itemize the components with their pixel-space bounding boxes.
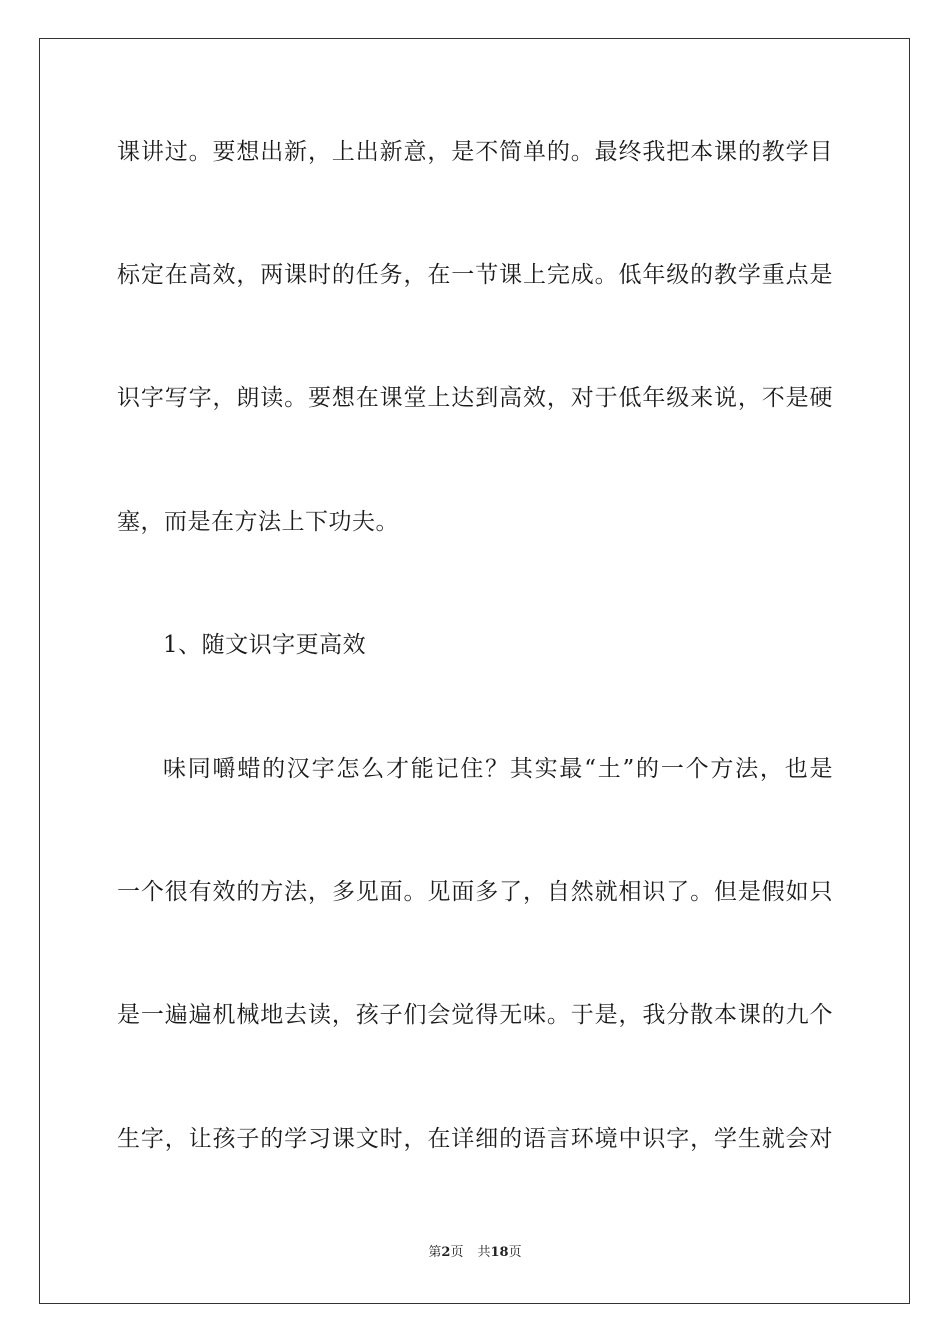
page-prefix: 第 — [428, 1245, 442, 1260]
body-line-2: 标定在高效，两课时的任务，在一节课上完成。低年级的教学重点是 — [117, 262, 833, 288]
page-border — [39, 38, 910, 1304]
body-line-4: 塞，而是在方法上下功夫。 — [117, 509, 399, 535]
body-line-9: 生字，让孩子的学习课文时，在详细的语言环境中识字，学生就会对 — [117, 1126, 833, 1152]
body-line-3: 识字写字，朗读。要想在课堂上达到高效，对于低年级来说，不是硬 — [117, 385, 833, 411]
total-pages: 18 — [490, 1245, 509, 1260]
body-line-6: 味同嚼蜡的汉字怎么才能记住？其实最“土”的一个方法，也是 — [163, 756, 833, 782]
page-suffix: 页 — [450, 1245, 464, 1260]
page-footer — [0, 1244, 950, 1262]
section-heading: 1、随文识字更高效 — [163, 632, 367, 658]
total-suffix: 页 — [508, 1245, 522, 1260]
body-line-7: 一个很有效的方法，多见面。见面多了，自然就相识了。但是假如只 — [117, 879, 833, 905]
total-prefix: 共 — [477, 1245, 491, 1260]
page-number: 2 — [441, 1245, 451, 1260]
body-line-1: 课讲过。要想出新，上出新意，是不简单的。最终我把本课的教学目 — [117, 139, 833, 165]
body-line-8: 是一遍遍机械地去读，孩子们会觉得无味。于是，我分散本课的九个 — [117, 1002, 833, 1028]
